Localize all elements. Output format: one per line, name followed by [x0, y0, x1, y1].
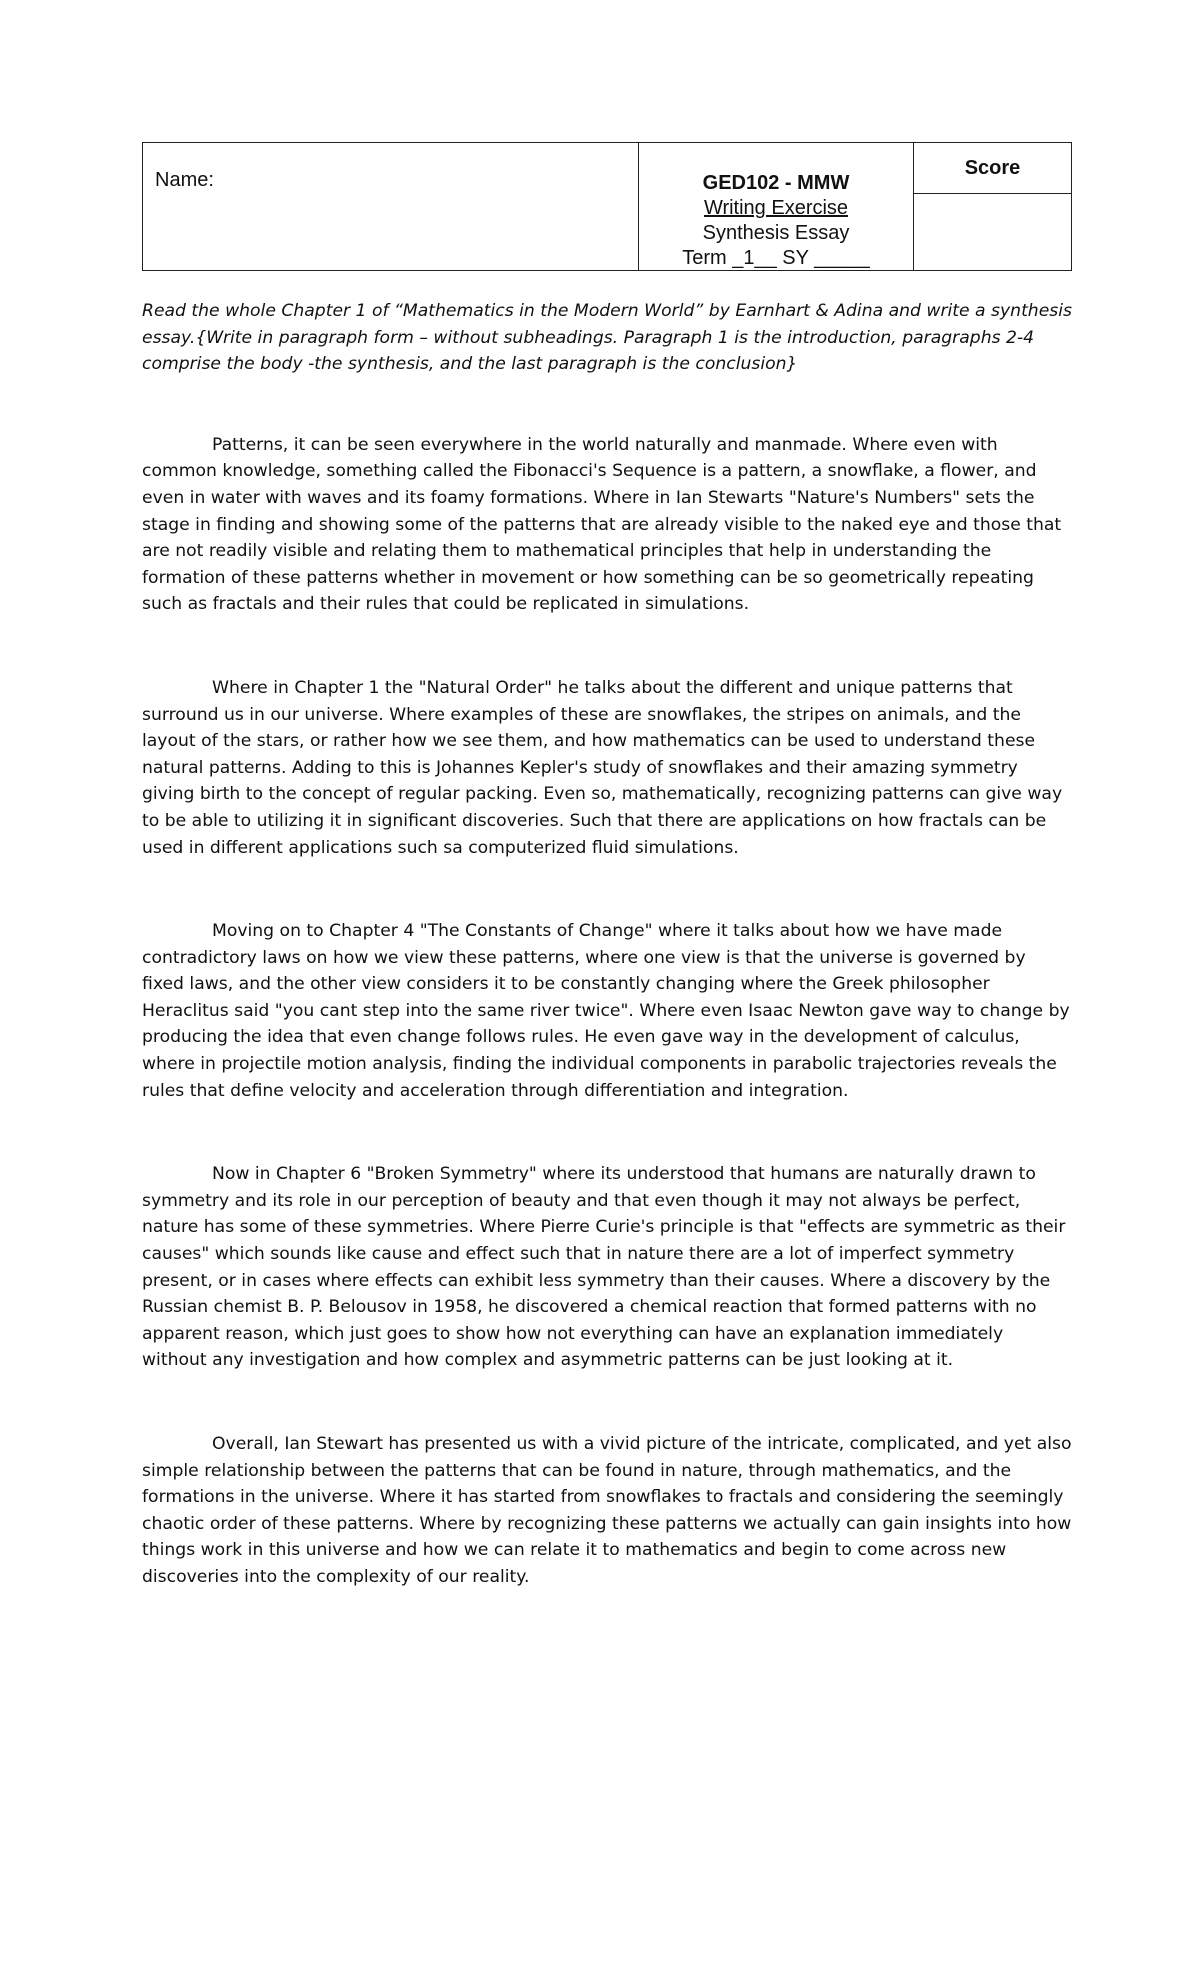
header-table — [142, 142, 1072, 271]
name-cell — [143, 143, 639, 270]
document-body — [142, 298, 1072, 1648]
score-cell — [914, 143, 1071, 270]
score-label: Score — [914, 143, 1071, 194]
essay-paragraph-1: Patterns, it can be seen everywhere in the world naturally and manmade. Where even with common knowledge, something called the Fibonacci's Sequence is a pattern, a snowflake, a flower, and even in water with waves and its foamy formations. Where in Ian Stewarts "Nature's Numbers" sets the stage in finding and showing some of the patterns that are already visible to the naked eye and those that are not readily visible and relating them to mathematical principles that help in understanding the formation of these patterns whether in movement or how something can be so geometrically repeating such as fractals and their rules that could be replicated in simulations. — [142, 434, 1062, 615]
essay-paragraph-5: Overall, Ian Stewart has presented us with a vivid picture of the intricate, complicated, and yet also simple relationship between the patterns that can be found in nature, through mathematics, and the formations in the universe. Where it has started from snowflakes to fractals and considering the seemingly chaotic order of these patterns. Where by recognizing these patterns we actually can gain insights into how things work in this universe and how we can relate it to mathematics and begin to come across new discoveries into the complexity of our reality. — [142, 1434, 1072, 1587]
term-line: Term _1__ SY _____ — [682, 247, 870, 269]
instructions: Read the whole Chapter 1 of “Mathematics in the Modern World” by Earnhart & Adina and write a synthesis essay.{Write in paragraph form – without subheadings. Paragraph 1 is the introduction, paragraphs 2-4 comprise the body -the synthesis, and the last paragraph is the conclusion} — [142, 301, 1072, 375]
score-box — [914, 194, 1071, 270]
essay-type: Synthesis Essay — [702, 222, 850, 244]
essay-paragraph-3: Moving on to Chapter 4 "The Constants of Change" where it talks about how we have made contradictory laws on how we view these patterns, where one view is that the universe is governed by fixed laws, and the other view considers it to be constantly changing where the Greek philosopher Heraclitus said "you cant step into the same river twice". Where even Isaac Newton gave way to change by producing the idea that even change follows rules. He even gave way in the development of calculus, where in projectile motion analysis, finding the individual components in parabolic trajectories reveals the rules that define velocity and acceleration through differentiation and integration. — [142, 921, 1070, 1101]
essay-paragraph-4: Now in Chapter 6 "Broken Symmetry" where its understood that humans are naturally drawn to symmetry and its role in our perception of beauty and that even though it may not always be perfect, nature has some of these symmetries. Where Pierre Curie's principle is that "effects are symmetric as their causes" which sounds like cause and effect such that in nature there are a lot of imperfect symmetry present, or in cases where effects can exhibit less symmetry than their causes. Where a discovery by the Russian chemist B. P. Belousov in 1958, he discovered a chemical reaction that formed patterns with no apparent reason, which just goes to show how not everything can have an explanation immediately without any investigation and how complex and asymmetric patterns can be just looking at it. — [142, 1164, 1066, 1371]
essay-paragraph-2: Where in Chapter 1 the "Natural Order" he talks about the different and unique patterns that surround us in our universe. Where examples of these are snowflakes, the stripes on animals, and the layout of the stars, or rather how we see them, and how mathematics can be used to understand these natural patterns. Adding to this is Johannes Kepler's study of snowflakes and their amazing symmetry giving birth to the concept of regular packing. Even so, mathematically, recognizing patterns can give way to be able to utilizing it in significant discoveries. Such that there are applications on how fractals can be used in different applications such sa computerized fluid simulations. — [142, 677, 1063, 858]
name-label: Name: — [155, 169, 214, 191]
exercise-title: Writing Exercise — [703, 197, 849, 219]
course-code: GED102 - MMW — [702, 172, 850, 194]
title-cell — [639, 143, 914, 270]
